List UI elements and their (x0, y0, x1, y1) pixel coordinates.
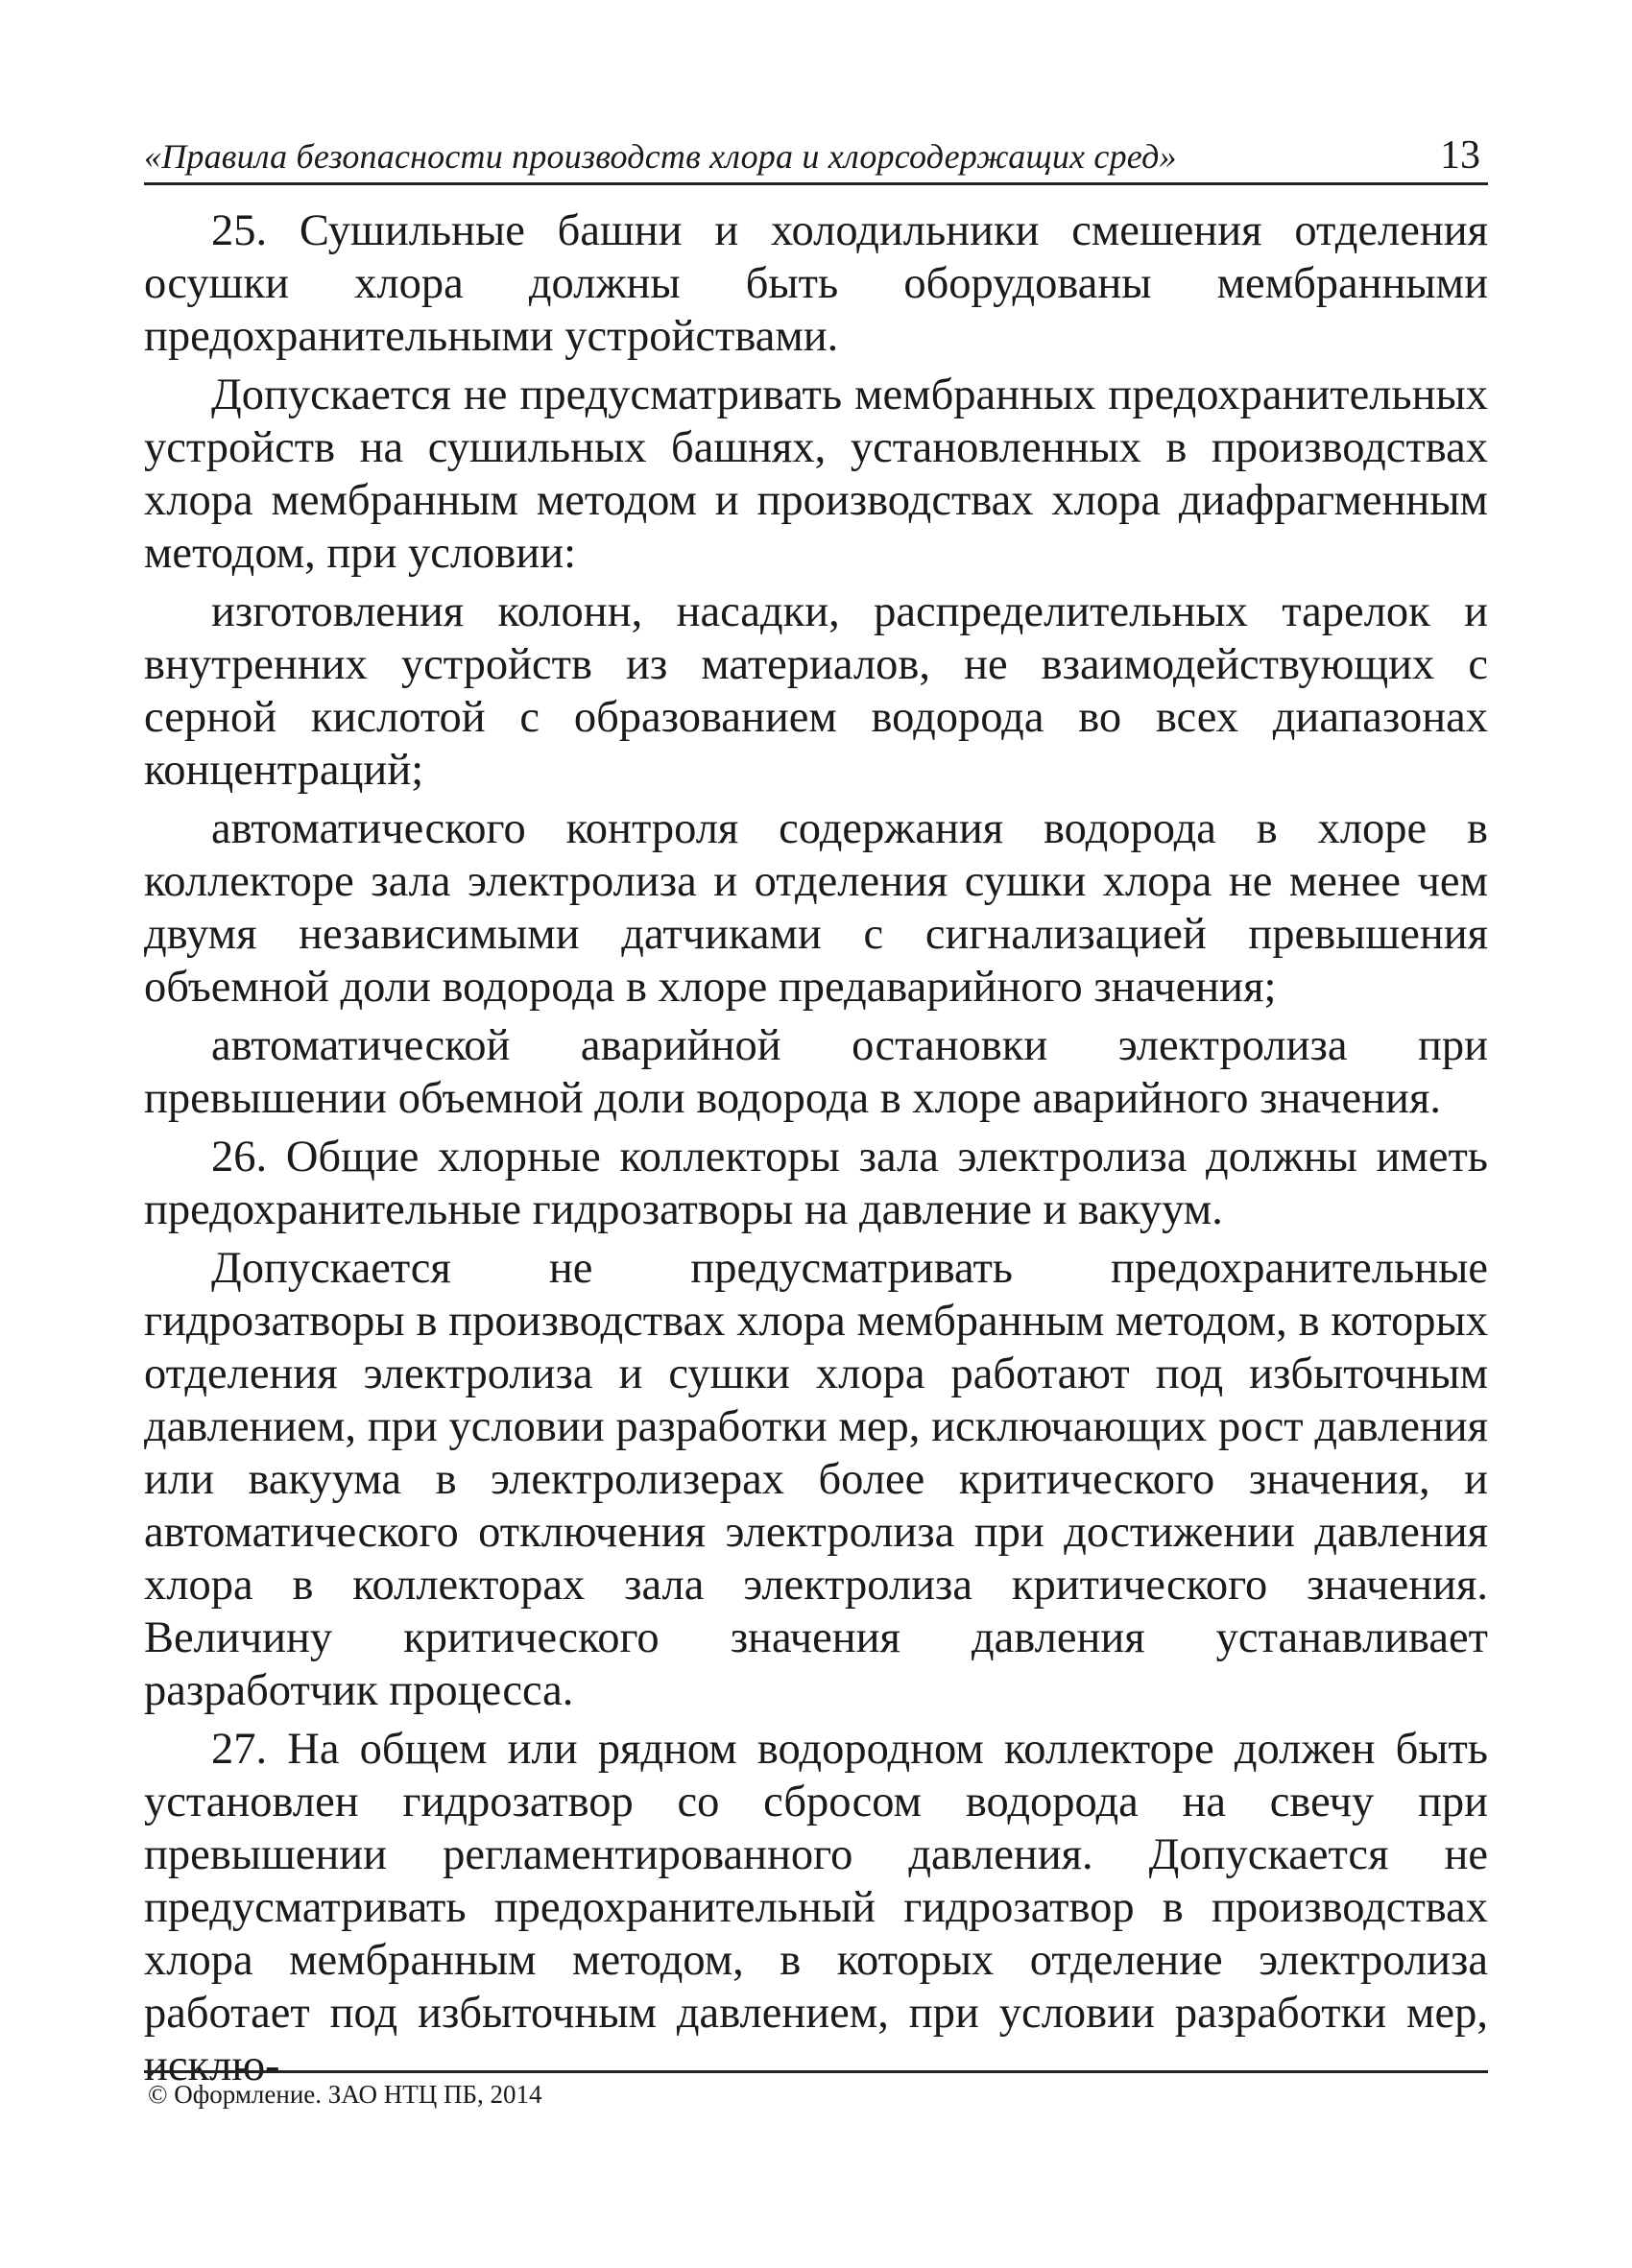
condition-materials: изготовления колонн, насадки, распределительных тарелок и внутренних устройств из материалов, не взаимодействующих с серной кислотой с образованием водорода во всех диапазонах концентраций; (144, 587, 1488, 795)
condition-emergency-stop: автоматической аварийной остановки электролиза при превышении объемной доли водорода в хлоре аварийного значения. (144, 1021, 1488, 1123)
paragraph-27: 27. На общем или рядном водородном коллекторе должен быть установлен гидрозатвор со сбросом водорода на свечу при превышении регламентированного давления. Допускается не предусматривать предохранительный гидрозатвор в производствах хлора мембранным методом, в которых отделение электролиза работает под избыточным давлением, при условии разработки мер, исклю- (144, 1725, 1488, 2090)
paragraph-25-exception: Допускается не предусматривать мембранных предохранительных устройств на сушильных башнях, установленных в производствах хлора мембранным методом и производствах хлора диафрагменным методом, при условии: (144, 370, 1488, 578)
footer-copyright: © Оформление. ЗАО НТЦ ПБ, 2014 (148, 2080, 542, 2109)
paragraph-25: 25. Сушильные башни и холодильники смешения отделения осушки хлора должны быть оборудованы мембранными предохранительными устройствами. (144, 206, 1488, 361)
document-page (144, 0, 1488, 2268)
condition-hydrogen-control: автоматического контроля содержания водорода в хлоре в коллекторе зала электролиза и отделения сушки хлора не менее чем двумя независимыми датчиками с сигнализацией превышения объемной доли водорода в хлоре предаварийного значения; (144, 804, 1488, 1012)
body-text (144, 204, 1488, 2092)
paragraph-26-exception: Допускается не предусматривать предохранительные гидрозатворы в производствах хлора мембранным методом, в которых отделения электролиза и сушки хлора работают под избыточным давлением, при условии разработки мер, исключающих рост давления или вакуума в электролизерах более критического значения, и автоматического отключения электролиза при достижении давления хлора в коллекторах зала электролиза критического значения. Величину критического значения давления устанавливает разработчик процесса. (144, 1244, 1488, 1715)
page-number: 13 (1440, 133, 1480, 178)
paragraph-26: 26. Общие хлорные коллекторы зала электролиза должны иметь предохранительные гидрозатворы на давление и вакуум. (144, 1133, 1488, 1234)
running-header (144, 123, 1488, 185)
footer-rule (144, 2070, 1488, 2073)
running-title: «Правила безопасности производств хлора и хлорсодержащих сред» (144, 137, 1177, 176)
